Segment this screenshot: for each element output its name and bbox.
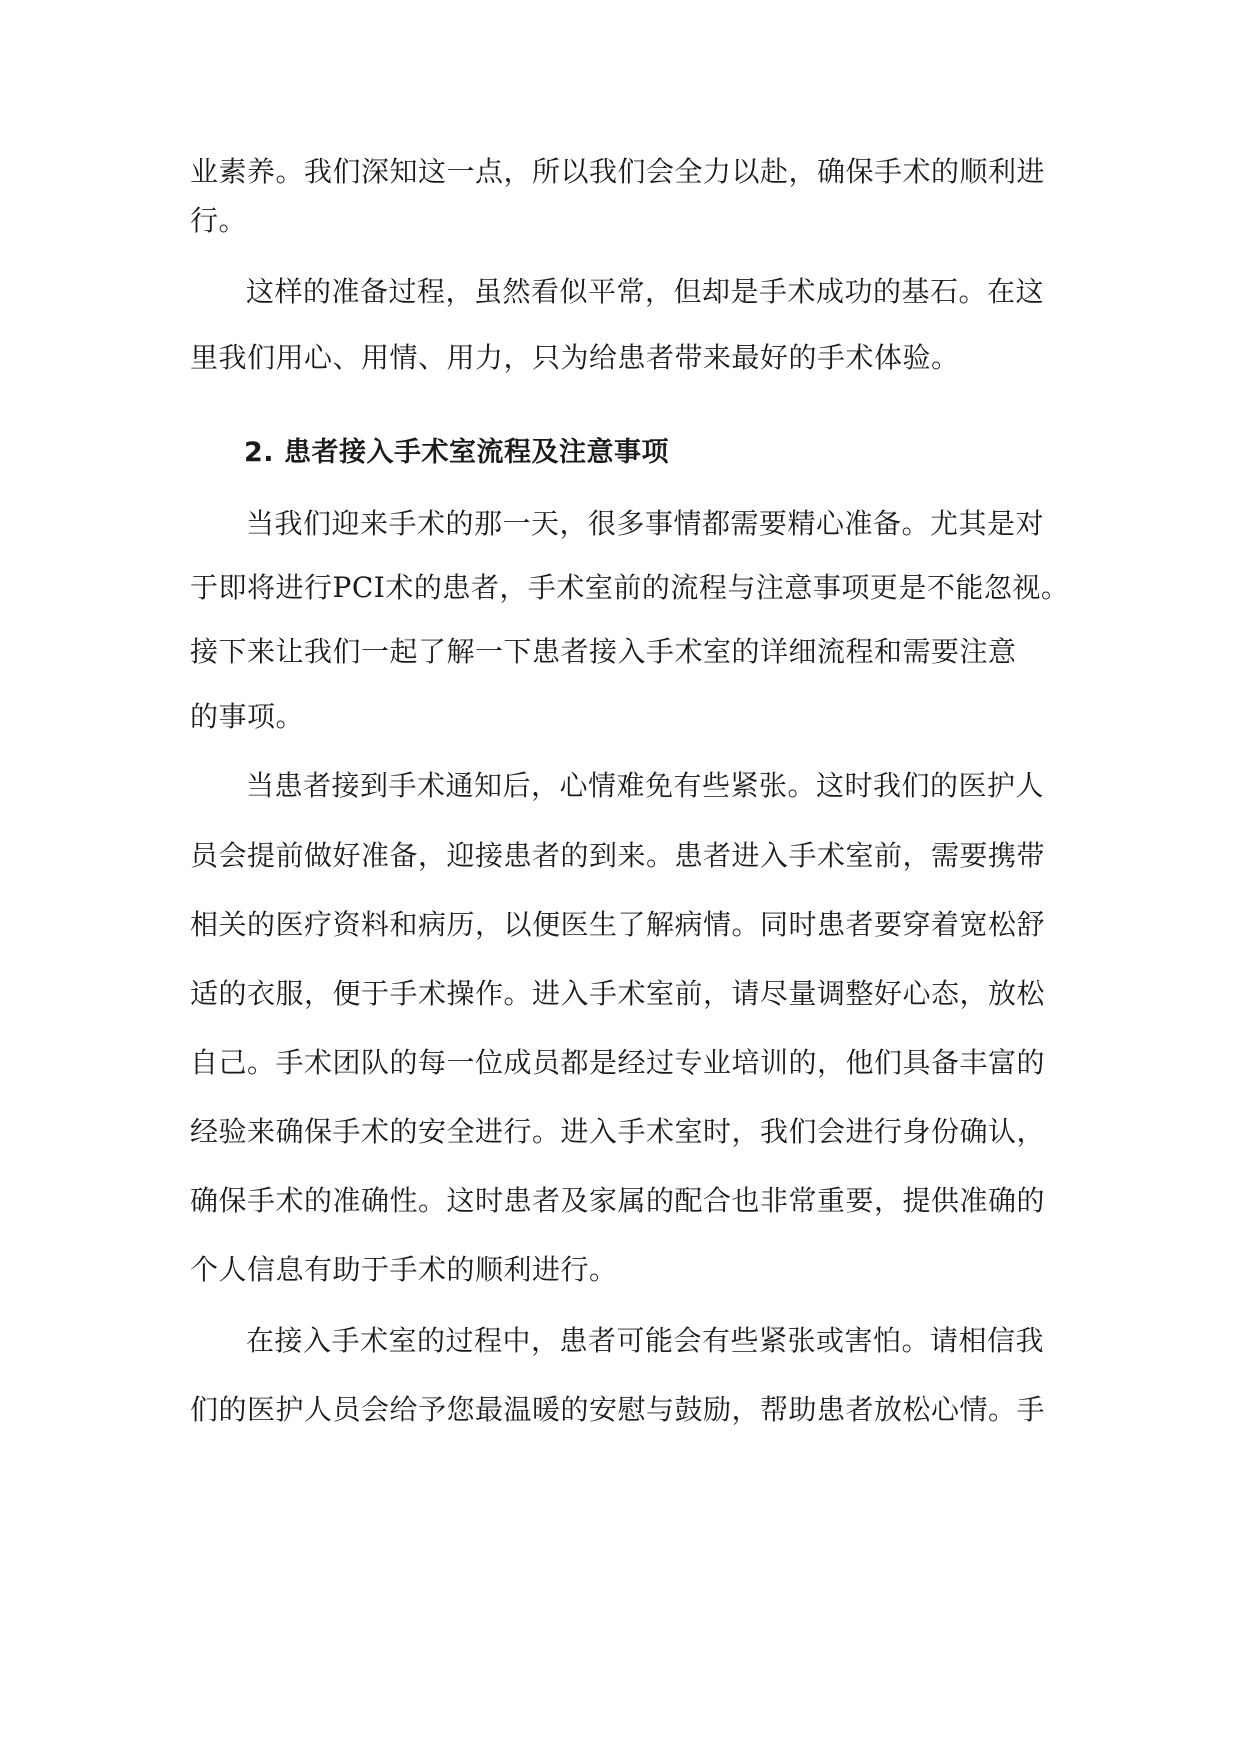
- section-heading: 2. 患者接入手术室流程及注意事项: [244, 437, 669, 468]
- text-line: 员会提前做好准备，迎接患者的到来。患者进入手术室前，需要携带: [190, 839, 1046, 872]
- text-line: 当患者接到手术通知后，心情难免有些紧张。这时我们的医护人: [246, 769, 1045, 802]
- text-line: 里我们用心、用情、用力，只为给患者带来最好的手术体验。: [190, 341, 960, 374]
- text-line: 自己。手术团队的每一位成员都是经过专业培训的，他们具备丰富的: [190, 1046, 1046, 1079]
- text-line: 确保手术的准确性。这时患者及家属的配合也非常重要，提供准确的: [190, 1184, 1046, 1217]
- text-line: 接下来让我们一起了解一下患者接入手术室的详细流程和需要注意: [190, 635, 1017, 668]
- text-line: 业素养。我们深知这一点，所以我们会全力以赴，确保手术的顺利进: [190, 155, 1046, 188]
- text-line: 的事项。: [190, 700, 305, 733]
- text-line: 适的衣服，便于手术操作。进入手术室前，请尽量调整好心态，放松: [190, 977, 1046, 1010]
- text-line: 行。: [190, 204, 248, 237]
- text-line: 这样的准备过程，虽然看似平常，但却是手术成功的基石。在这: [246, 275, 1045, 308]
- text-line: 当我们迎来手术的那一天，很多事情都需要精心准备。尤其是对: [246, 507, 1045, 540]
- text-line: 个人信息有助于手术的顺利进行。: [190, 1253, 618, 1286]
- text-line: 们的医护人员会给予您最温暖的安慰与鼓励，帮助患者放松心情。手: [190, 1393, 1046, 1426]
- text-line: 相关的医疗资料和病历，以便医生了解病情。同时患者要穿着宽松舒: [190, 908, 1046, 941]
- text-line: 经验来确保手术的安全进行。进入手术室时，我们会进行身份确认，: [190, 1115, 1046, 1148]
- text-line: 在接入手术室的过程中，患者可能会有些紧张或害怕。请相信我: [246, 1324, 1045, 1357]
- text-line: 于即将进行PCI术的患者，手术室前的流程与注意事项更是不能忽视。: [190, 571, 1070, 604]
